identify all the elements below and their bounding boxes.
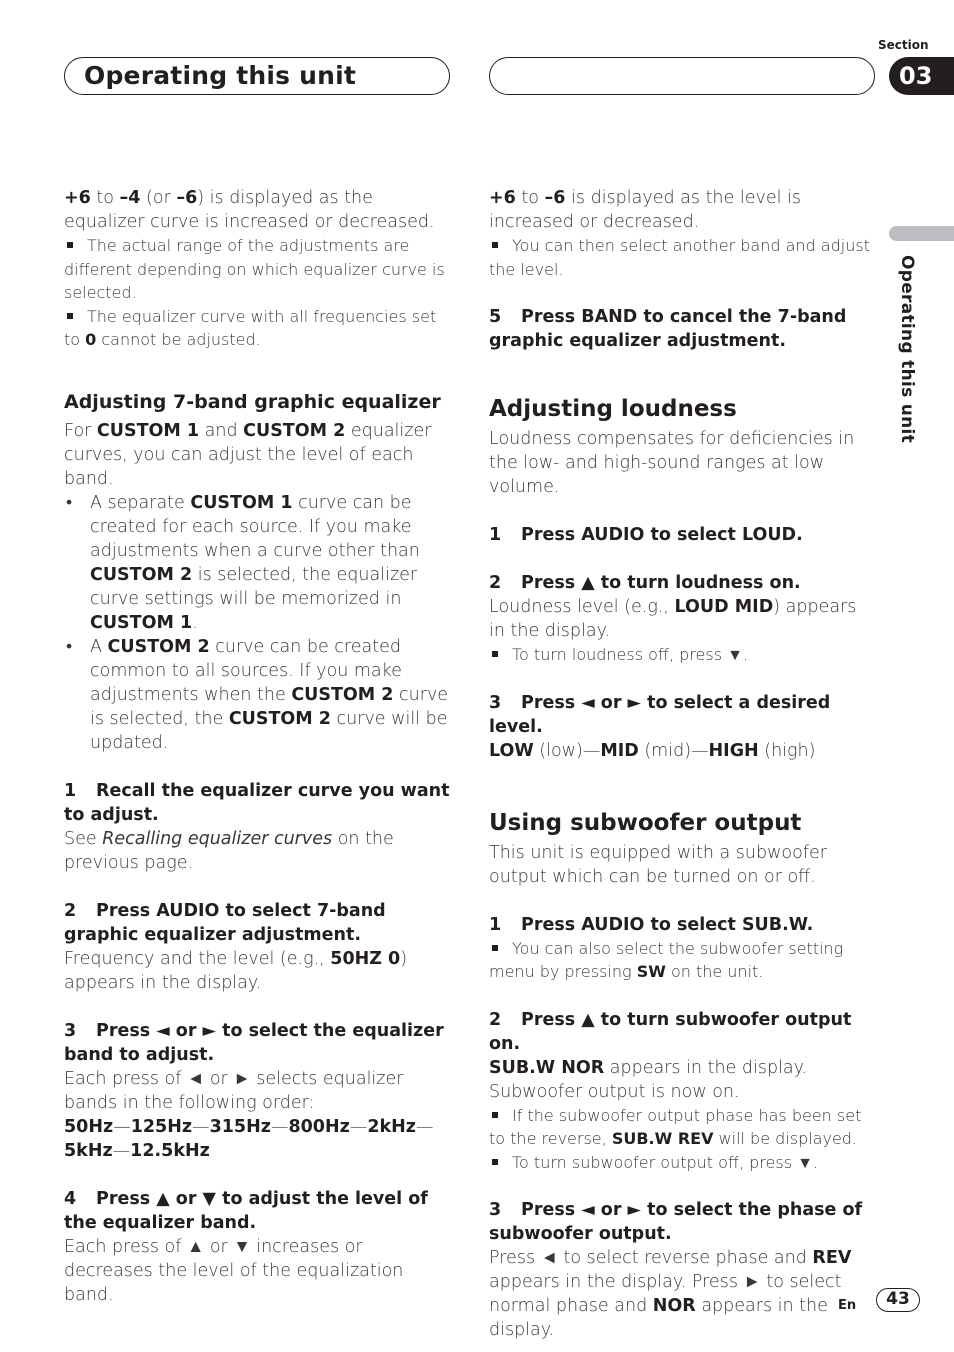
heading-subwoofer-output: Using subwoofer output	[489, 809, 802, 836]
custom-curves-text: For CUSTOM 1 and CUSTOM 2 equalizer curves, you can adjust the level of each band.	[64, 420, 432, 489]
page-title: Operating this unit	[84, 61, 357, 90]
note-item: The equalizer curve with all frequencies set to 0 cannot be adjusted.	[64, 306, 437, 349]
step-body: Each press of ◄ or ► selects equalizer bands in the following order:	[64, 1068, 404, 1113]
note-item: You can also select the subwoofer setting menu by pressing SW on the unit.	[489, 938, 844, 981]
step-heading: 3 Press ◄ or ► to select a desired level.	[489, 692, 831, 737]
step-body: Loudness level (e.g., LOUD MID) appears in the display.	[489, 597, 857, 641]
square-bullet-icon	[67, 313, 73, 319]
step-body: See Recalling equalizer curves on the previous page.	[64, 828, 394, 873]
bullet-item: • A CUSTOM 2 curve can be created common to all sources. If you make adjustments when the CUSTOM 2 curve is selected, the CUSTOM 2 curve will be updated.	[64, 635, 450, 755]
bullet-item: • A separate CUSTOM 1 curve can be created for each source. If you make adjustments when a curve other than CUSTOM 2 is selected, the equalizer curve settings will be memorized in CUSTOM 1.	[64, 491, 450, 635]
step-body: Press ◄ to select reverse phase and REV appears in the display. Press ► to select normal phase and NOR appears in the display.	[489, 1248, 852, 1340]
equalizer-range-text: +6 to –4 (or –6) is displayed as the equalizer curve is increased or decreased.	[64, 188, 435, 232]
section-label: Section	[878, 38, 929, 52]
right-column	[489, 186, 875, 1342]
subheading-7band: Adjusting 7-band graphic equalizer	[64, 390, 441, 413]
step-body: SUB.W NOR appears in the display. Subwoofer output is now on.	[489, 1057, 808, 1102]
loudness-levels: LOW (low)—MID (mid)—HIGH (high)	[489, 740, 816, 761]
loudness-description: Loudness compensates for deficiencies in the low- and high-sound ranges at low volume.	[489, 429, 855, 497]
note-item: To turn loudness off, press ▼.	[489, 643, 875, 667]
square-bullet-icon	[492, 242, 498, 248]
step-body: Each press of ▲ or ▼ increases or decreases the level of the equalization band.	[64, 1236, 404, 1305]
note-item: If the subwoofer output phase has been set to the reverse, SUB.W REV will be displayed.	[489, 1105, 862, 1148]
step-heading: 5 Press BAND to cancel the 7-band graphic equalizer adjustment.	[489, 307, 847, 351]
step-heading: 3 Press ◄ or ► to select the phase of subwoofer output.	[489, 1200, 863, 1244]
step-heading: 2 Press AUDIO to select 7-band graphic equalizer adjustment.	[64, 900, 386, 945]
note-item: The actual range of the adjustments are different depending on which equalizer curve is selected.	[64, 236, 445, 302]
subwoofer-description: This unit is equipped with a subwoofer output which can be turned on or off.	[489, 842, 827, 887]
square-bullet-icon	[492, 945, 498, 951]
step-heading: 1 Press AUDIO to select SUB.W.	[489, 914, 814, 935]
step-heading: 4 Press ▲ or ▼ to adjust the level of the equalizer band.	[64, 1188, 428, 1233]
band-order: 50Hz—125Hz—315Hz—800Hz—2kHz— 5kHz—12.5kHz	[64, 1116, 434, 1161]
step-heading: 2 Press ▲ to turn loudness on.	[489, 573, 801, 593]
side-tab-label: Operating this unit	[897, 255, 917, 444]
step-heading: 1 Press AUDIO to select LOUD.	[489, 525, 803, 545]
square-bullet-icon	[492, 1112, 498, 1118]
section-number-badge: 03	[889, 57, 954, 95]
left-column	[64, 186, 450, 1307]
page-number: 43	[876, 1288, 920, 1312]
note-item: To turn subwoofer output off, press ▼.	[489, 1151, 875, 1175]
square-bullet-icon	[492, 651, 498, 657]
square-bullet-icon	[67, 242, 73, 248]
header-frame-right	[489, 57, 875, 95]
step-heading: 3 Press ◄ or ► to select the equalizer band to adjust.	[64, 1020, 444, 1065]
step-body: Frequency and the level (e.g., 50HZ 0) appears in the display.	[64, 948, 408, 993]
square-bullet-icon	[492, 1159, 498, 1165]
note-item: You can then select another band and adjust the level.	[489, 236, 870, 279]
level-range-text: +6 to –6 is displayed as the level is increased or decreased.	[489, 188, 802, 232]
step-heading: 2 Press ▲ to turn subwoofer output on.	[489, 1009, 852, 1054]
side-tab-marker	[889, 226, 954, 241]
step-heading: 1 Recall the equalizer curve you want to adjust.	[64, 780, 450, 825]
language-code: En	[838, 1298, 857, 1313]
heading-adjusting-loudness: Adjusting loudness	[489, 396, 737, 422]
